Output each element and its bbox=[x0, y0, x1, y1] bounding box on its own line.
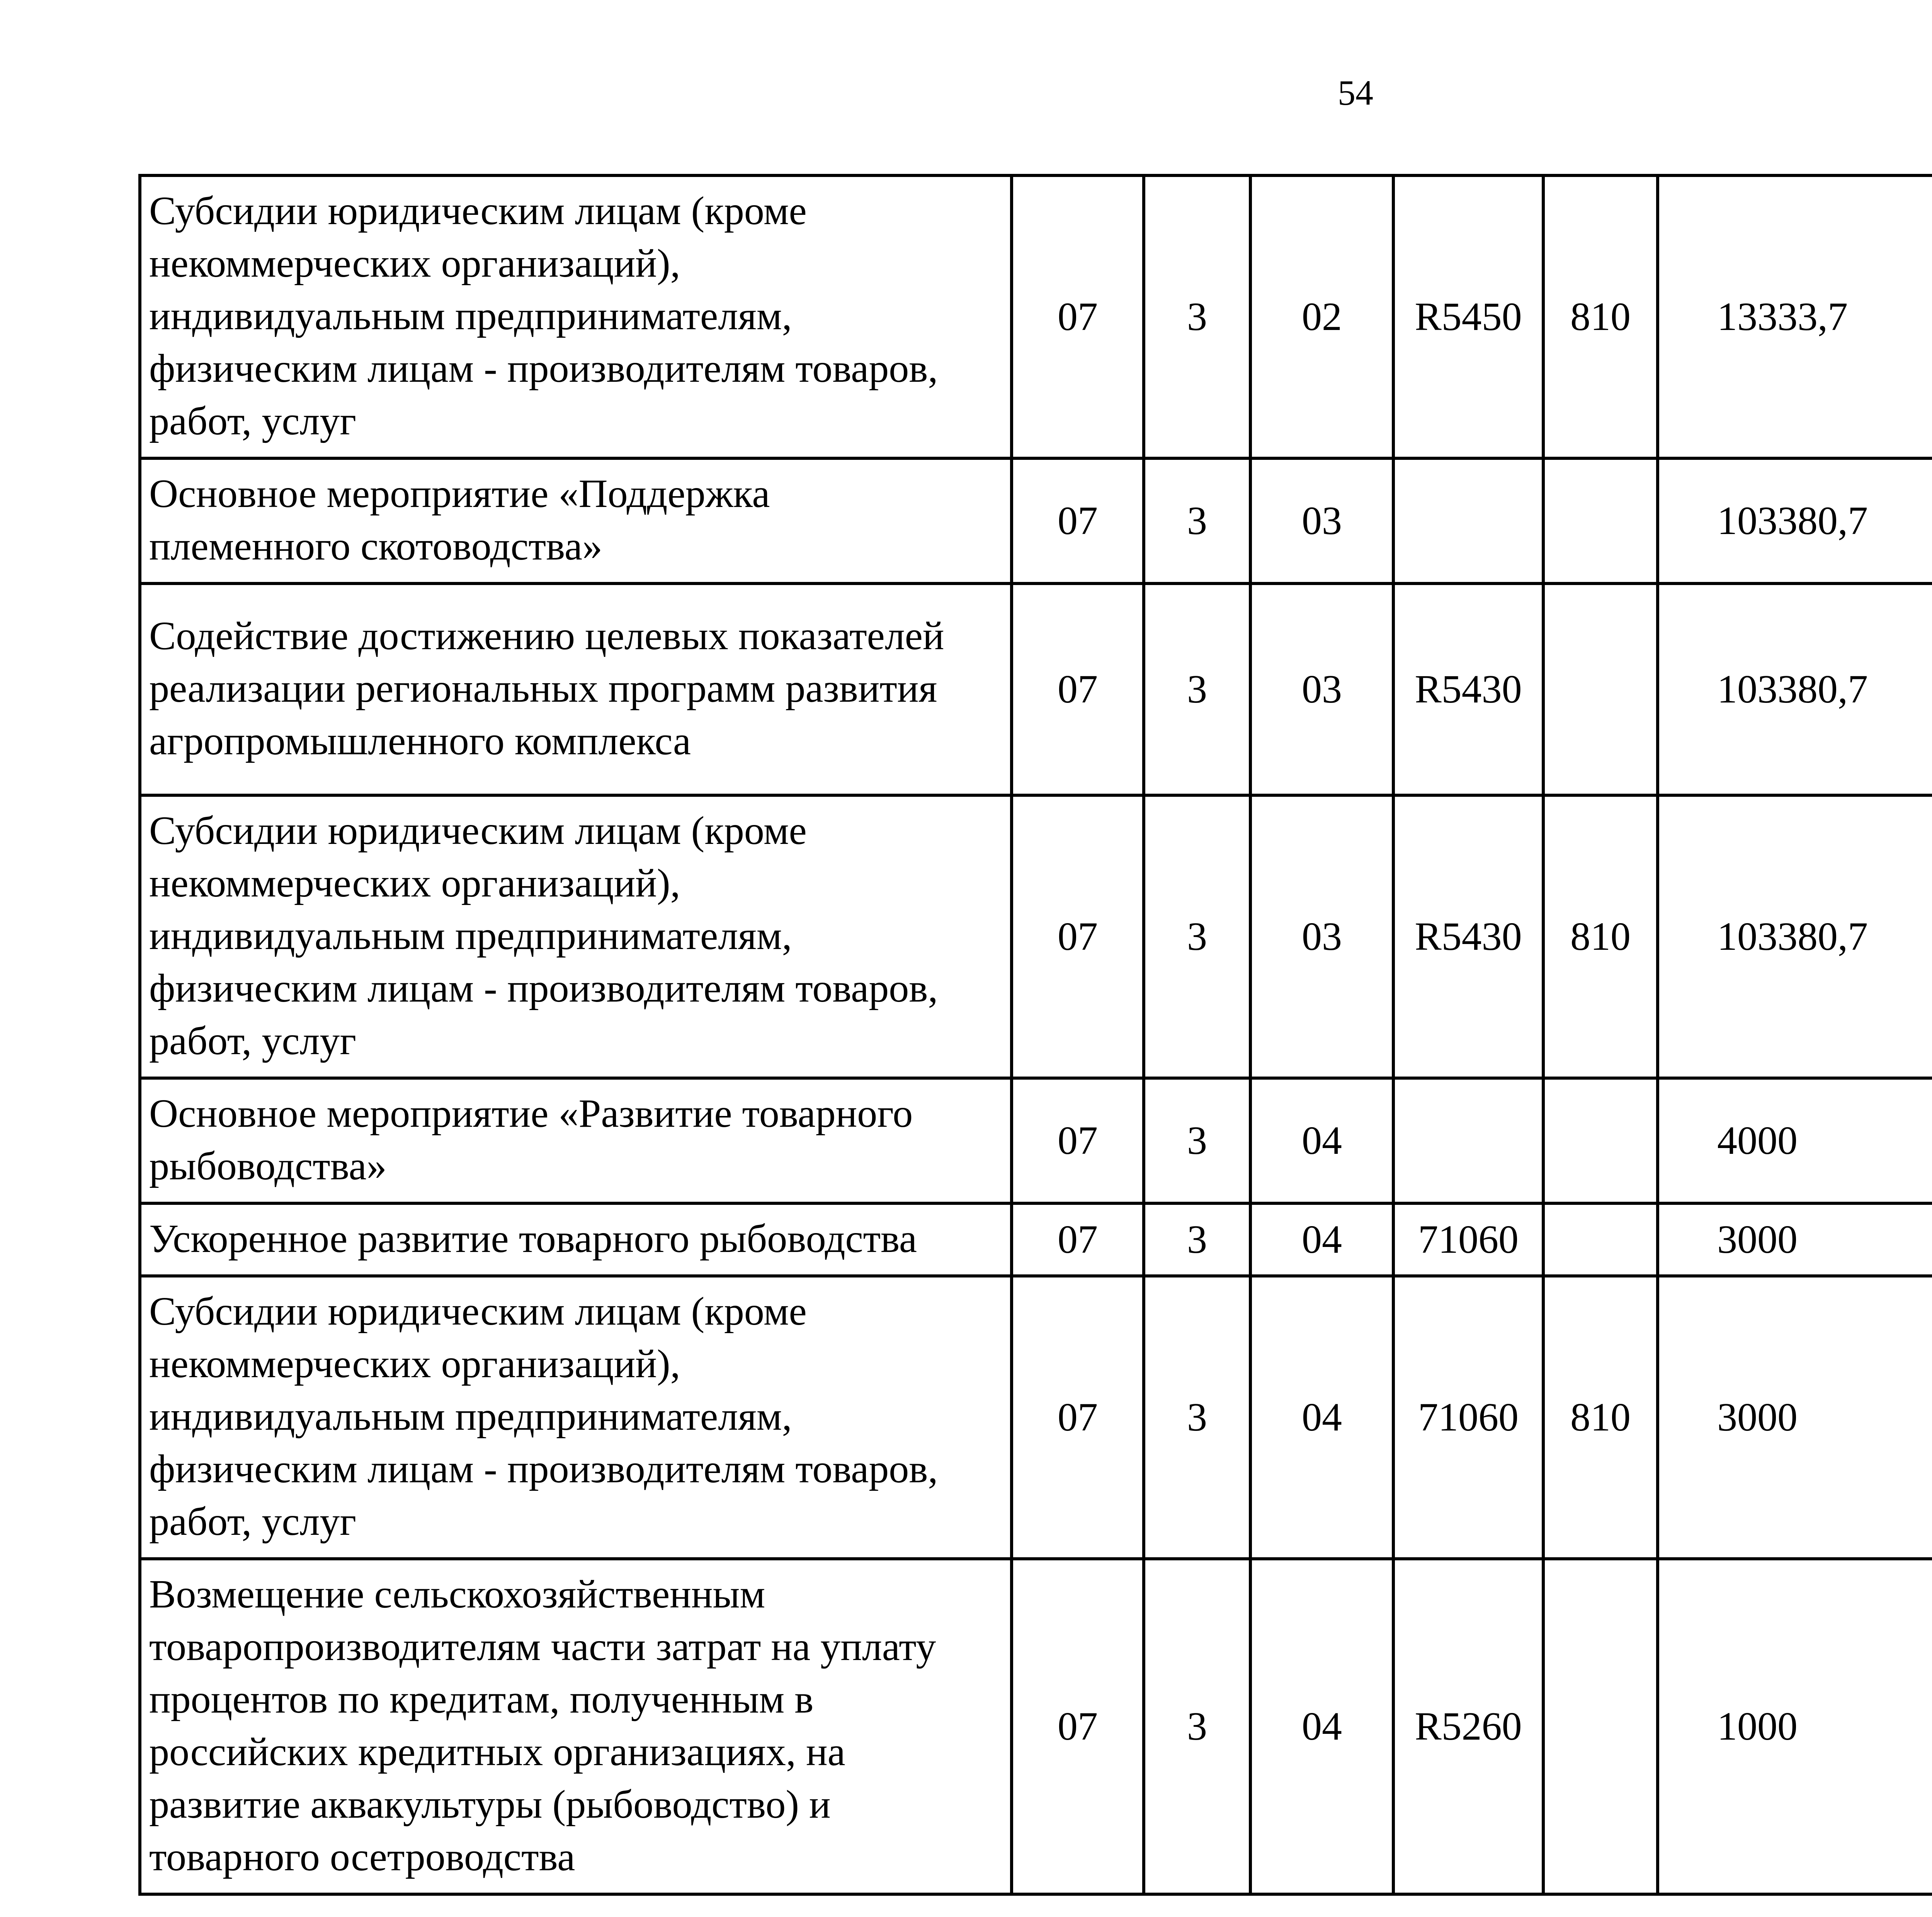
expense-type-cell: 810 bbox=[1543, 795, 1658, 1078]
table-row bbox=[140, 583, 1932, 795]
table-row bbox=[140, 458, 1932, 583]
section-code-cell: 07 bbox=[1012, 583, 1144, 795]
program-code-cell: 3 bbox=[1144, 1276, 1250, 1559]
amount-year1-cell: 1000 bbox=[1658, 1559, 1932, 1894]
subprogram-code-cell: 04 bbox=[1250, 1203, 1393, 1276]
budget-table-body bbox=[140, 175, 1932, 1894]
row-name-line: Субсидии юридическим лицам (кроме bbox=[149, 808, 807, 853]
section-code-cell: 07 bbox=[1012, 1559, 1144, 1894]
subprogram-code-cell: 02 bbox=[1250, 175, 1393, 458]
row-name-line: Основное мероприятие «Поддержка bbox=[149, 471, 770, 516]
row-name-line: реализации региональных программ развития bbox=[149, 666, 937, 711]
row-name-line: физическим лицам - производителям товаров, bbox=[149, 346, 938, 391]
program-code-cell: 3 bbox=[1144, 1559, 1250, 1894]
amount-year1-cell: 3000 bbox=[1658, 1203, 1932, 1276]
row-name-line: Содействие достижению целевых показателей bbox=[149, 614, 944, 658]
row-name-line: процентов по кредитам, полученным в bbox=[149, 1677, 814, 1721]
expense-direction-cell: R5450 bbox=[1393, 175, 1543, 458]
expense-type-cell bbox=[1543, 1559, 1658, 1894]
row-name-line: работ, услуг bbox=[149, 399, 357, 443]
amount-year1-cell: 13333,7 bbox=[1658, 175, 1932, 458]
expense-type-cell: 810 bbox=[1543, 175, 1658, 458]
expense-type-cell bbox=[1543, 1078, 1658, 1203]
row-name-line: рыбоводства» bbox=[149, 1144, 387, 1188]
budget-table bbox=[138, 174, 1932, 1896]
table-row bbox=[140, 795, 1932, 1078]
program-code-cell: 3 bbox=[1144, 458, 1250, 583]
section-code-cell: 07 bbox=[1012, 795, 1144, 1078]
expense-type-cell bbox=[1543, 1203, 1658, 1276]
row-name-line: Возмещение сельскохозяйственным bbox=[149, 1572, 765, 1616]
row-name-cell bbox=[140, 1078, 1012, 1203]
row-name-line: индивидуальным предпринимателям, bbox=[149, 1394, 792, 1439]
amount-year1-cell: 3000 bbox=[1658, 1276, 1932, 1559]
row-name-line: физическим лицам - производителям товаров, bbox=[149, 1447, 938, 1491]
row-name-line: развитие аквакультуры (рыбоводство) и bbox=[149, 1782, 831, 1827]
program-code-cell: 3 bbox=[1144, 1078, 1250, 1203]
table-row bbox=[140, 1559, 1932, 1894]
row-name-line: некоммерческих организаций), bbox=[149, 241, 680, 286]
table-row bbox=[140, 1078, 1932, 1203]
row-name-line: Основное мероприятие «Развитие товарного bbox=[149, 1091, 913, 1136]
section-code-cell: 07 bbox=[1012, 1203, 1144, 1276]
expense-direction-cell: R5430 bbox=[1393, 795, 1543, 1078]
row-name-cell bbox=[140, 583, 1012, 795]
row-name-line: физическим лицам - производителям товаров, bbox=[149, 966, 938, 1010]
expense-direction-cell bbox=[1393, 458, 1543, 583]
program-code-cell: 3 bbox=[1144, 795, 1250, 1078]
row-name-line: Ускоренное развитие товарного рыбоводства bbox=[149, 1216, 917, 1261]
subprogram-code-cell: 04 bbox=[1250, 1276, 1393, 1559]
row-name-cell bbox=[140, 1203, 1012, 1276]
row-name-line: товаропроизводителям части затрат на уплату bbox=[149, 1624, 936, 1669]
section-code-cell: 07 bbox=[1012, 1276, 1144, 1559]
row-name-cell bbox=[140, 1276, 1012, 1559]
expense-direction-cell: R5260 bbox=[1393, 1559, 1543, 1894]
section-code-cell: 07 bbox=[1012, 1078, 1144, 1203]
program-code-cell: 3 bbox=[1144, 1203, 1250, 1276]
section-code-cell: 07 bbox=[1012, 458, 1144, 583]
expense-direction-cell: R5430 bbox=[1393, 583, 1543, 795]
row-name-line: работ, услуг bbox=[149, 1499, 357, 1544]
table-row bbox=[140, 175, 1932, 458]
amount-year1-cell: 103380,7 bbox=[1658, 795, 1932, 1078]
expense-direction-cell: 71060 bbox=[1393, 1276, 1543, 1559]
row-name-line: российских кредитных организациях, на bbox=[149, 1730, 845, 1774]
row-name-cell bbox=[140, 175, 1012, 458]
row-name-line: товарного осетроводства bbox=[149, 1835, 575, 1879]
subprogram-code-cell: 03 bbox=[1250, 458, 1393, 583]
row-name-line: работ, услуг bbox=[149, 1019, 357, 1063]
row-name-cell bbox=[140, 458, 1012, 583]
table-row bbox=[140, 1276, 1932, 1559]
subprogram-code-cell: 03 bbox=[1250, 583, 1393, 795]
expense-type-cell bbox=[1543, 458, 1658, 583]
program-code-cell: 3 bbox=[1144, 175, 1250, 458]
subprogram-code-cell: 04 bbox=[1250, 1559, 1393, 1894]
page-number: 54 bbox=[1338, 73, 1373, 112]
amount-year1-cell: 103380,7 bbox=[1658, 583, 1932, 795]
expense-type-cell bbox=[1543, 583, 1658, 795]
subprogram-code-cell: 04 bbox=[1250, 1078, 1393, 1203]
subprogram-code-cell: 03 bbox=[1250, 795, 1393, 1078]
amount-year1-cell: 103380,7 bbox=[1658, 458, 1932, 583]
row-name-line: индивидуальным предпринимателям, bbox=[149, 913, 792, 958]
expense-direction-cell bbox=[1393, 1078, 1543, 1203]
row-name-cell bbox=[140, 1559, 1012, 1894]
row-name-line: некоммерческих организаций), bbox=[149, 1342, 680, 1386]
program-code-cell: 3 bbox=[1144, 583, 1250, 795]
row-name-line: Субсидии юридическим лицам (кроме bbox=[149, 189, 807, 233]
expense-type-cell: 810 bbox=[1543, 1276, 1658, 1559]
row-name-line: индивидуальным предпринимателям, bbox=[149, 294, 792, 338]
amount-year1-cell: 4000 bbox=[1658, 1078, 1932, 1203]
row-name-line: некоммерческих организаций), bbox=[149, 861, 680, 905]
row-name-cell bbox=[140, 795, 1012, 1078]
section-code-cell: 07 bbox=[1012, 175, 1144, 458]
table-row bbox=[140, 1203, 1932, 1276]
row-name-line: агропромышленного комплекса bbox=[149, 719, 691, 763]
expense-direction-cell: 71060 bbox=[1393, 1203, 1543, 1276]
row-name-line: Субсидии юридическим лицам (кроме bbox=[149, 1289, 807, 1334]
row-name-line: племенного скотоводства» bbox=[149, 524, 602, 568]
